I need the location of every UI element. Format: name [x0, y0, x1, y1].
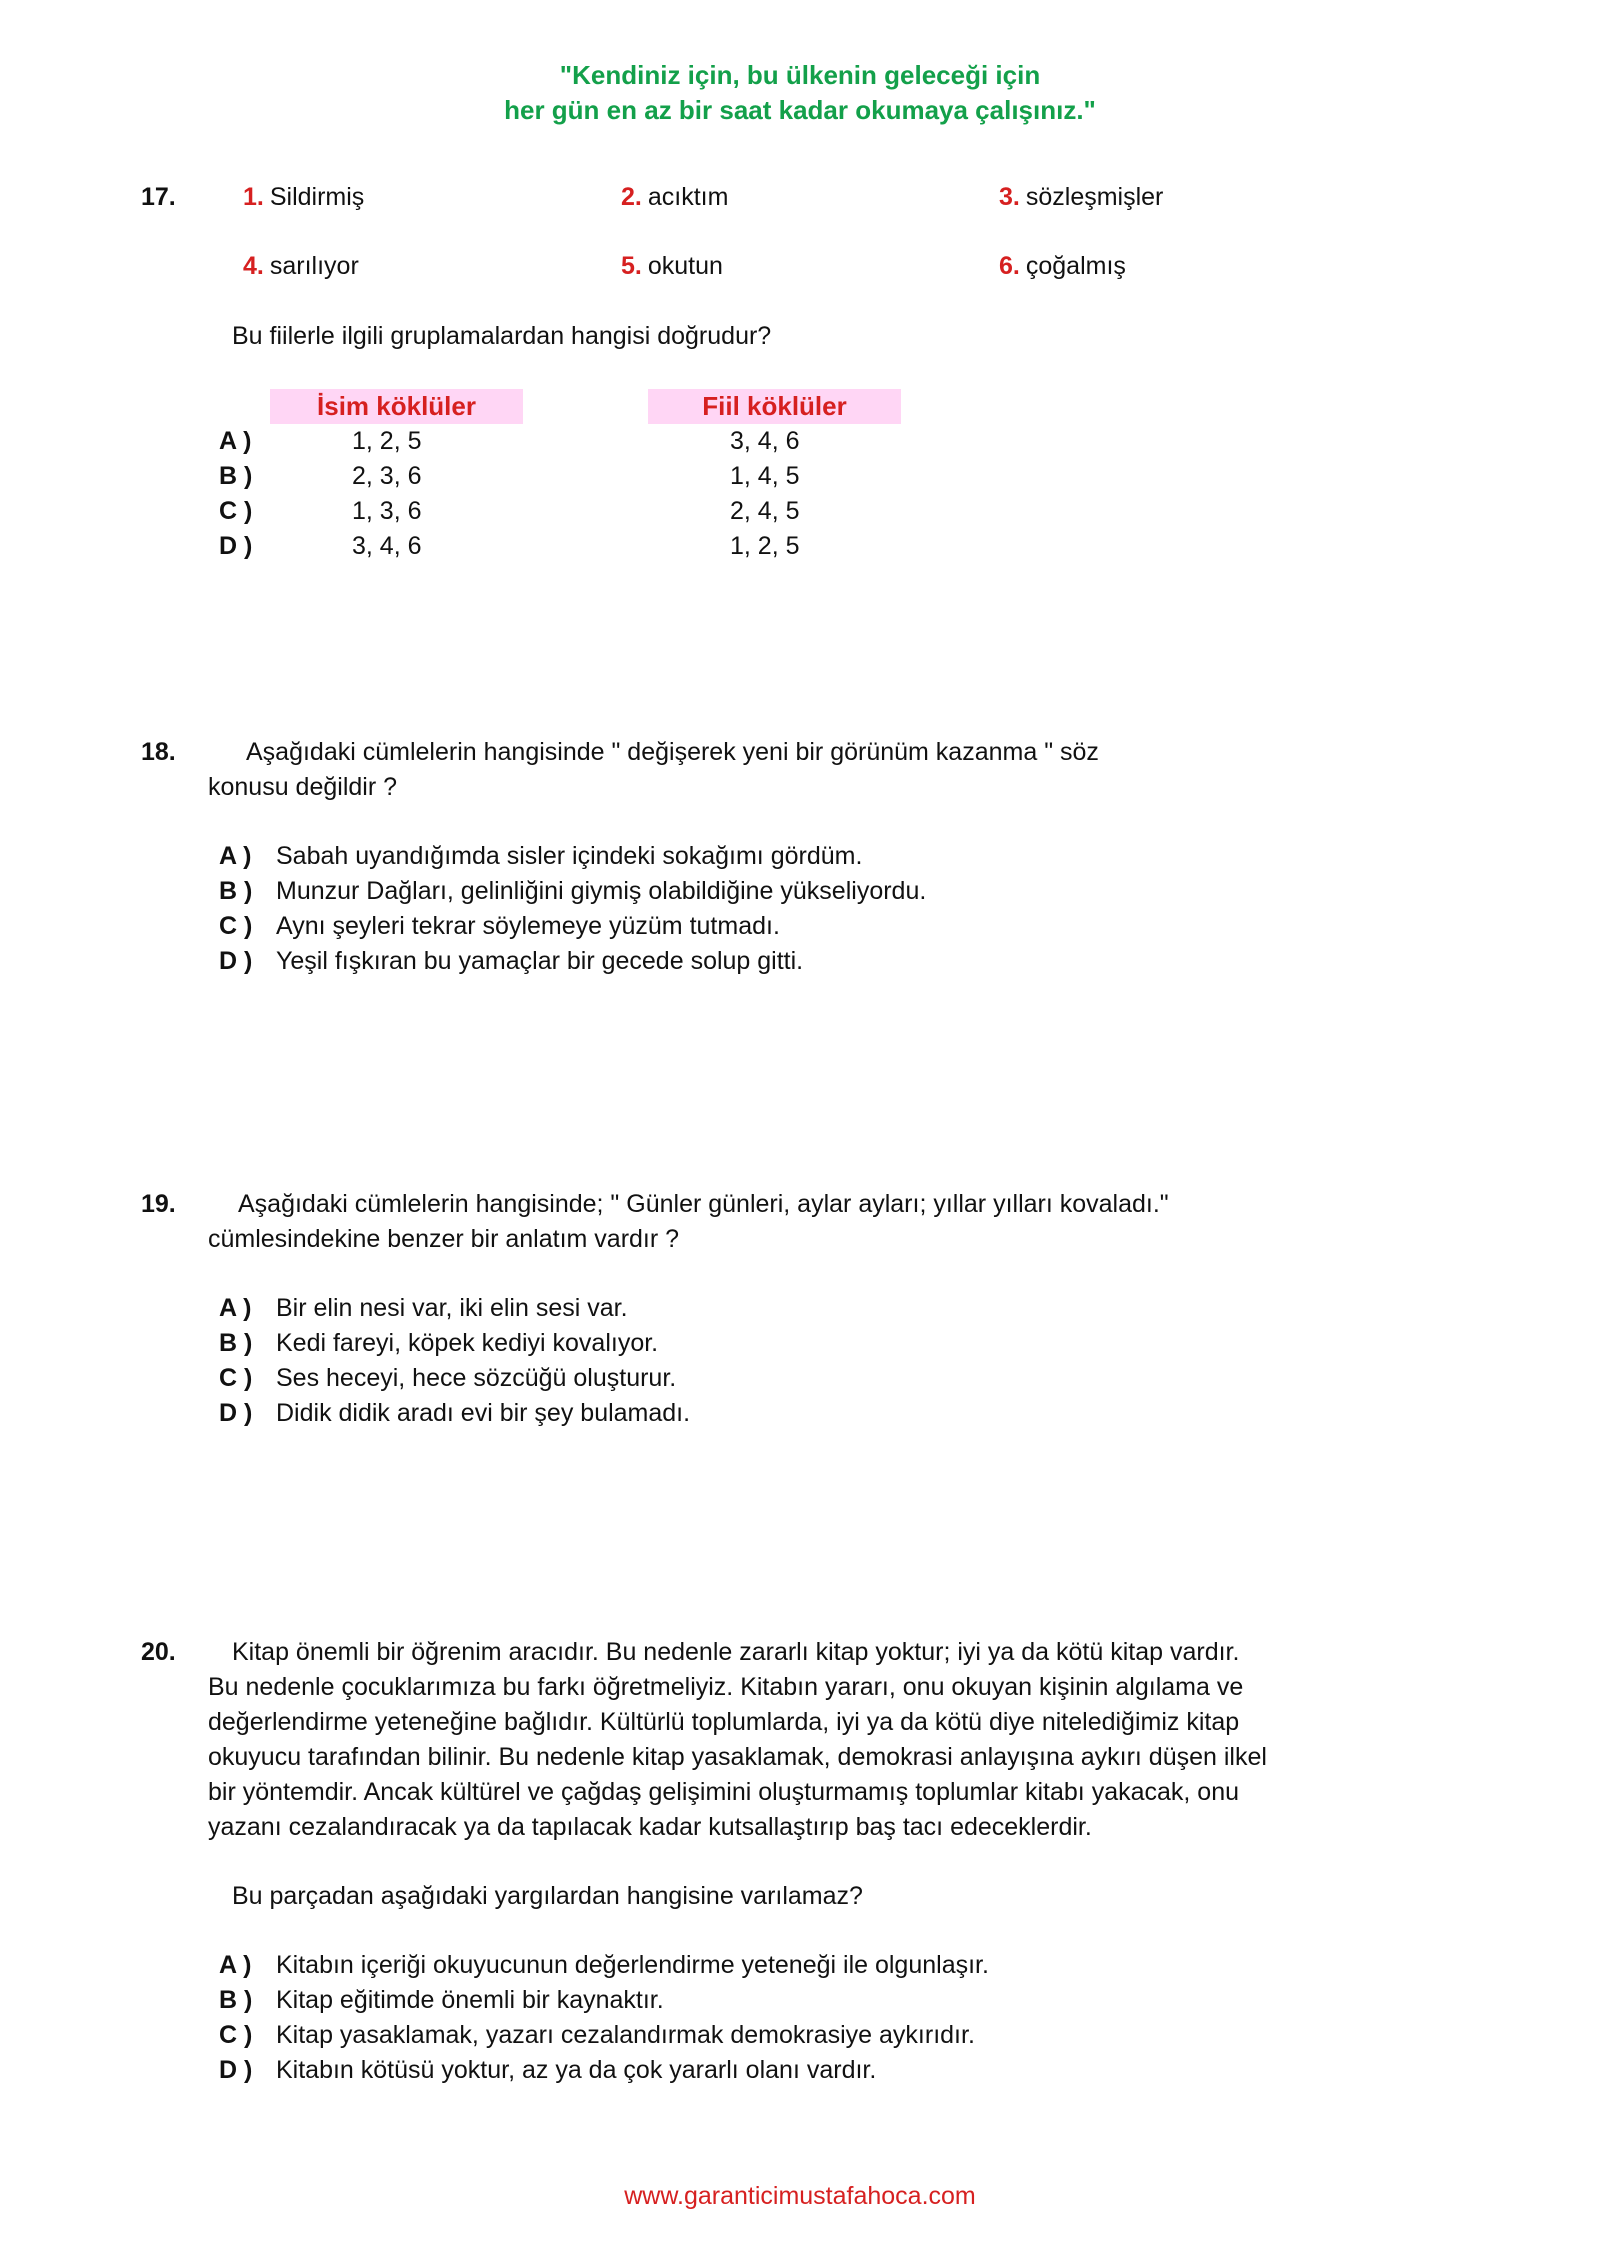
verb-item: [243, 252, 359, 281]
option-text: Bir elin nesi var, iki elin sesi var.: [276, 1294, 628, 1322]
isim-group: 1, 3, 6: [352, 497, 422, 525]
verb-item: [999, 252, 1126, 281]
option-letter: A ): [219, 1294, 252, 1322]
question-17-text: Bu fiilerle ilgili gruplamalardan hangisi doğrudur?: [232, 322, 772, 350]
passage-line: yazanı cezalandıracak ya da tapılacak kadar kutsallaştırıp baş tacı edeceklerdir.: [208, 1813, 1092, 1841]
option-a[interactable]: [219, 1294, 628, 1323]
option-letter: D ): [219, 1399, 253, 1427]
verb-item: [621, 183, 728, 212]
option-text: Kitap eğitimde önemli bir kaynaktır.: [276, 1986, 664, 2014]
column-header-isim: İsim köklüler: [270, 389, 523, 424]
option-letter: D ): [219, 2056, 253, 2084]
option-text: Kedi fareyi, köpek kediyi kovalıyor.: [276, 1329, 659, 1357]
verb-number: 4.: [243, 252, 264, 280]
verb-word: okutun: [647, 252, 723, 280]
question-19-number: 19.: [141, 1190, 176, 1218]
passage-line: Kitap önemli bir öğrenim aracıdır. Bu nedenle zararlı kitap yoktur; iyi ya da kötü kitap vardır.: [232, 1638, 1240, 1666]
option-c[interactable]: [219, 2021, 975, 2050]
question-19-stem-line-1: Aşağıdaki cümlelerin hangisinde; " Günler günleri, aylar ayları; yıllar yılları kovaladı.": [238, 1190, 1169, 1218]
fiil-group: 1, 4, 5: [730, 462, 800, 490]
option-letter: C ): [219, 1364, 253, 1392]
verb-number: 5.: [621, 252, 642, 280]
option-text: Kitabın içeriği okuyucunun değerlendirme yeteneği ile olgunlaşır.: [276, 1951, 989, 1979]
verb-number: 1.: [243, 183, 264, 211]
option-text: Sabah uyandığımda sisler içindeki sokağımı gördüm.: [276, 842, 863, 870]
footer-website[interactable]: www.garanticimustafahoca.com: [624, 2182, 976, 2210]
option-letter: C ): [219, 912, 253, 940]
option-text: Aynı şeyleri tekrar söylemeye yüzüm tutmadı.: [276, 912, 780, 940]
isim-group: 2, 3, 6: [352, 462, 422, 490]
fiil-group: 2, 4, 5: [730, 497, 800, 525]
option-text: Yeşil fışkıran bu yamaçlar bir gecede solup gitti.: [276, 947, 804, 975]
verb-item: [621, 252, 723, 281]
question-17-number: 17.: [141, 183, 176, 211]
verb-number: 6.: [999, 252, 1020, 280]
column-header-fiil: Fiil köklüler: [648, 389, 901, 424]
option-d[interactable]: [219, 1399, 690, 1428]
option-letter[interactable]: B ): [219, 462, 253, 490]
option-text: Ses heceyi, hece sözcüğü oluşturur.: [276, 1364, 677, 1392]
motto-header: [0, 58, 1600, 128]
option-letter: A ): [219, 1951, 252, 1979]
verb-number: 3.: [999, 183, 1020, 211]
option-letter: B ): [219, 1329, 253, 1357]
question-20-text: Bu parçadan aşağıdaki yargılardan hangisine varılamaz?: [232, 1882, 863, 1910]
option-text: Kitap yasaklamak, yazarı cezalandırmak demokrasiye aykırıdır.: [276, 2021, 975, 2049]
option-letter[interactable]: A ): [219, 427, 252, 455]
passage-line: bir yöntemdir. Ancak kültürel ve çağdaş gelişimini oluşturmamış toplumlar kitabı yakacak, onu: [208, 1778, 1240, 1806]
question-18-number: 18.: [141, 738, 176, 766]
verb-item: [999, 183, 1163, 212]
option-text: Kitabın kötüsü yoktur, az ya da çok yararlı olanı vardır.: [276, 2056, 877, 2084]
motto-line-2: her gün en az bir saat kadar okumaya çalışınız.": [504, 95, 1096, 125]
option-letter: B ): [219, 1986, 253, 2014]
verb-word: sözleşmişler: [1025, 183, 1164, 211]
fiil-group: 1, 2, 5: [730, 532, 800, 560]
verb-word: sarılıyor: [269, 252, 359, 280]
option-letter: A ): [219, 842, 252, 870]
option-c[interactable]: [219, 912, 780, 941]
option-d[interactable]: [219, 947, 803, 976]
option-text: Munzur Dağları, gelinliğini giymiş olabildiğine yükseliyordu.: [276, 877, 927, 905]
option-letter: B ): [219, 877, 253, 905]
option-b[interactable]: [219, 1329, 658, 1358]
verb-word: çoğalmış: [1025, 252, 1126, 280]
passage-line: okuyucu tarafından bilinir. Bu nedenle kitap yasaklamak, demokrasi anlayışına aykırı düşen ilkel: [208, 1743, 1267, 1771]
question-20-number: 20.: [141, 1638, 176, 1666]
option-b[interactable]: [219, 1986, 664, 2015]
question-18-stem-line-2: konusu değildir ?: [208, 773, 398, 801]
question-18-stem-line-1: Aşağıdaki cümlelerin hangisinde " değişerek yeni bir görünüm kazanma " söz: [246, 738, 1099, 766]
motto-line-1: "Kendiniz için, bu ülkenin geleceği için: [559, 60, 1041, 90]
option-c[interactable]: [219, 1364, 676, 1393]
isim-group: 3, 4, 6: [352, 532, 422, 560]
passage-line: değerlendirme yeteneğine bağlıdır. Kültürlü toplumlarda, iyi ya da kötü diye nitelediğimiz kitap: [208, 1708, 1240, 1736]
verb-word: Sildirmiş: [269, 183, 365, 211]
question-19-stem-line-2: cümlesindekine benzer bir anlatım vardır ?: [208, 1225, 680, 1253]
verb-number: 2.: [621, 183, 642, 211]
fiil-group: 3, 4, 6: [730, 427, 800, 455]
option-letter[interactable]: D ): [219, 532, 253, 560]
option-letter: D ): [219, 947, 253, 975]
isim-group: 1, 2, 5: [352, 427, 422, 455]
passage-line: Bu nedenle çocuklarımıza bu farkı öğretmeliyiz. Kitabın yararı, onu okuyan kişinin algılama ve: [208, 1673, 1244, 1701]
option-a[interactable]: [219, 1951, 989, 1980]
option-d[interactable]: [219, 2056, 876, 2085]
verb-word: acıktım: [647, 183, 729, 211]
option-b[interactable]: [219, 877, 926, 906]
option-a[interactable]: [219, 842, 862, 871]
verb-item: [243, 183, 364, 212]
option-text: Didik didik aradı evi bir şey bulamadı.: [276, 1399, 691, 1427]
option-letter: C ): [219, 2021, 253, 2049]
option-letter[interactable]: C ): [219, 497, 253, 525]
